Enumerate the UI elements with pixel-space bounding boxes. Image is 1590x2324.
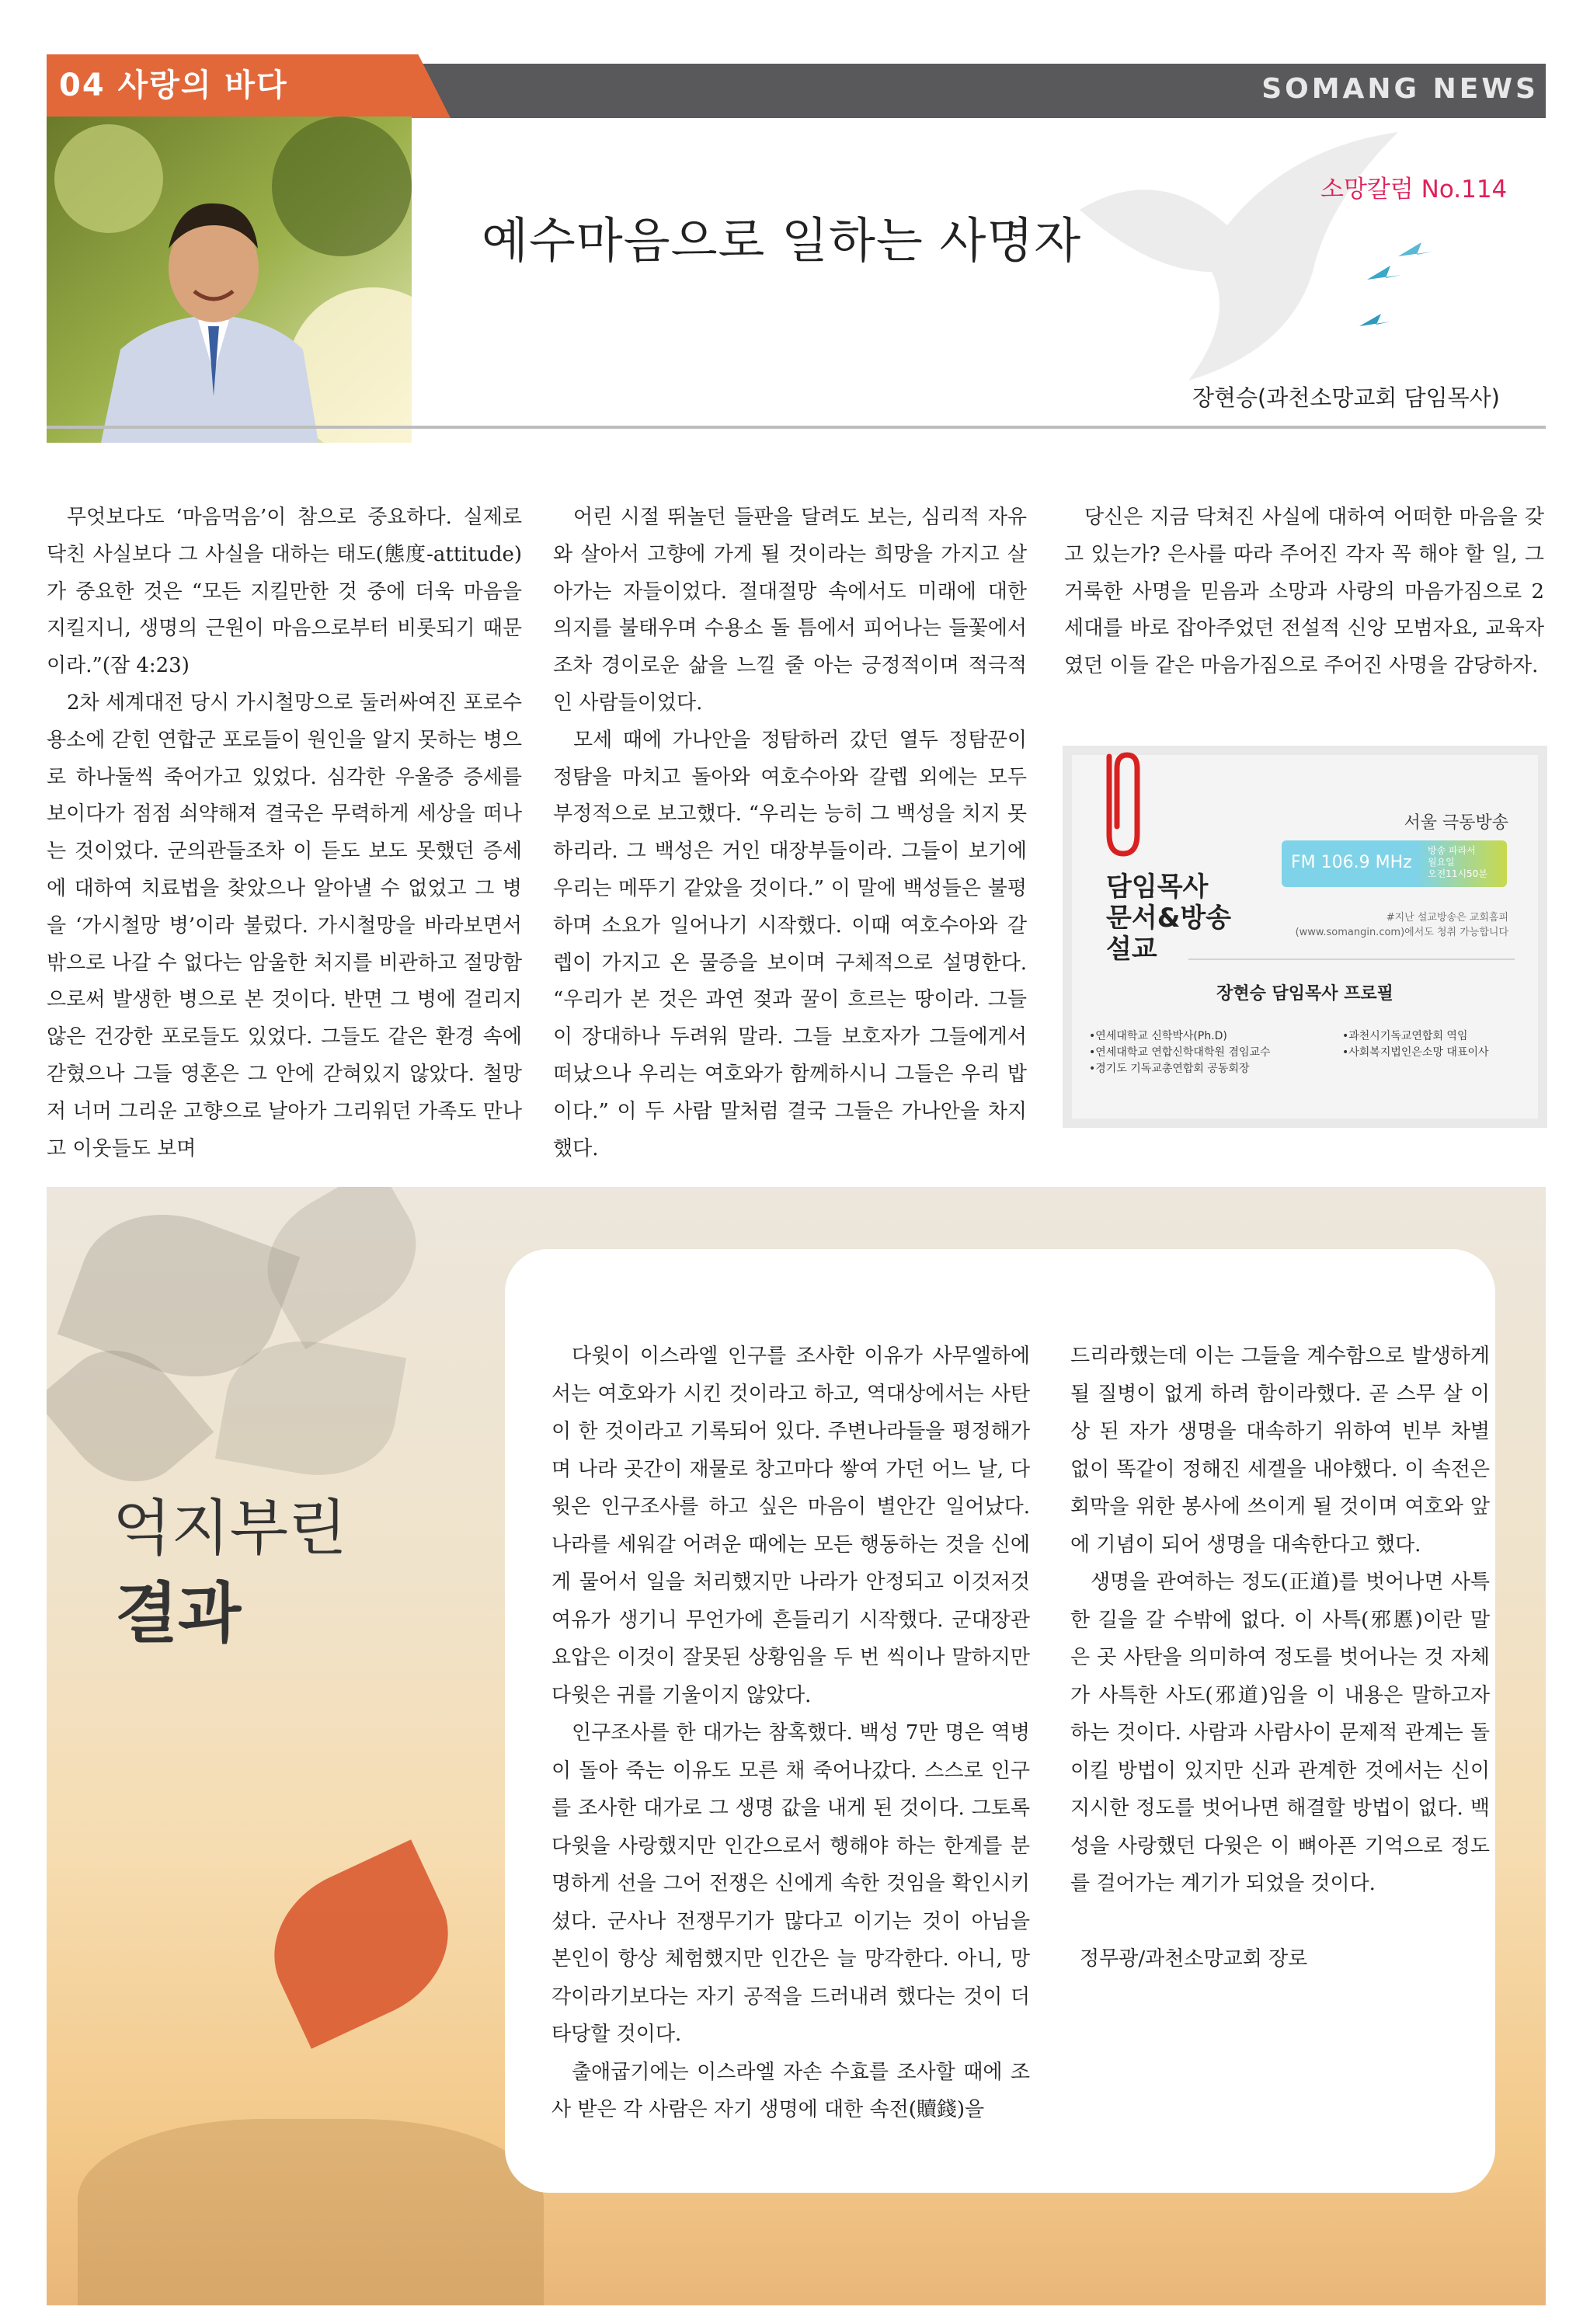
paragraph: 당신은 지금 닥쳐진 사실에 대하여 어떠한 마음을 갖고 있는가? 은사를 따라 주어진 각자 꼭 해야 할 일, 그 거룩한 사명을 믿음과 소망과 사랑의 마음가짐으로 2세대를 바로 잡아주었던 전설적 신앙 모범자요, 교육자였던 이들 같은 마음가짐으로 주어진 사명을 감당하자. — [1064, 506, 1544, 678]
profile-card — [1072, 755, 1538, 1119]
paragraph: 모세 때에 가나안을 정탐하러 갔던 열두 정탐꾼이 정탐을 마치고 돌아와 여호수아와 갈렙 외에는 모두 부정적으로 보고했다. “우리는 능히 그 백성을 치지 못하리라. 그 백성은 거인 대장부들이라. 그들이 보기에 우리는 메뚜기 같았을 것이다.” 이 말에 백성들은 불평하며 소요가 일어나기 시작했다. 이때 여호수아와 갈렙이 가지고 온 물증을 보이며 구체적으로 설명한다. “우리가 본 것은 과연 젖과 꿀이 흐르는 땅이라. 그들이 장대하나 두려워 말라. 그들 보호자가 그들에게서 떠났으나 우리는 여호와가 함께하시니 그들은 우리 밥이다.” 이 두 사람 말처럼 결국 그들은 가나안을 차지했다. — [553, 728, 1027, 1160]
column-text-1 — [47, 499, 522, 1167]
schedule: 방송 파라서 월요일 오전11시50분 — [1428, 845, 1487, 879]
section-label: 04 사랑의 바다 — [59, 68, 288, 103]
essay-title-line2: 결과 — [115, 1575, 242, 1651]
paperclip-icon — [1092, 741, 1146, 865]
paragraph: 인구조사를 한 대가는 참혹했다. 백성 7만 명은 역병이 돌아 죽는 이유도 모른 채 죽어나갔다. 스스로 인구를 조사한 대가로 그 생명 값을 내게 된 것이다. 그토록 다윗을 사랑했지만 인간으로서 행해야 하는 한계를 분명하게 선을 그어 전쟁은 신에게 속한 것임을 확인시키셨다. 군사나 전쟁무기가 많다고 이기는 것이 아님을 본인이 항상 체험했지만 인간은 늘 망각한다. 아니, 망각이라기보다는 자기 공적을 드러내려 했다는 것이 더 타당할 것이다. — [551, 1721, 1030, 2046]
paragraph: 출애굽기에는 이스라엘 자손 수효를 조사할 때에 조사 받은 각 사람은 자기 생명에 대한 속전(贖錢)을 — [551, 2060, 1030, 2121]
paragraph: 2차 세계대전 당시 가시철망으로 둘러싸여진 포로수용소에 갇힌 연합군 포로들이 원인을 알지 못하는 병으로 하나둘씩 죽어가고 있었다. 심각한 우울증 증세를 보이다가 점점 쇠약해져 결국은 무력하게 세상을 떠나는 것이었다. 군의관들조차 이 듣도 보도 못했던 증세에 대하여 치료법을 찾았으나 알아낼 수 없었고 그 병을 ‘가시철망 병’이라 불렀다. 가시철망을 바라보면서 밖으로 나갈 수 없다는 암울한 처지를 비관하고 절망함으로써 발생한 병으로 본 것이다. 반면 그 병에 걸리지 않은 건강한 포로들도 있었다. 그들도 같은 환경 속에 갇혔으나 그들 영혼은 그 안에 갇혀있지 않았다. 철망 저 너머 그리운 고향으로 날아가 그리워던 가족도 만나고 이웃들도 보며 — [47, 691, 522, 1160]
credentials-right: •과천시기독교연합회 역임 •사회복지법인은소망 대표이사 — [1342, 1030, 1489, 1059]
essay-title-line1: 억지부린 — [113, 1494, 347, 1564]
paragraph: 드리라했는데 이는 그들을 계수함으로 발생하게 될 질병이 없게 하려 함이라했다. 곧 스무 살 이상 된 자가 생명을 대속하기 위하여 빈부 차별 없이 똑같이 정해진 세겔을 내야했다. 이 속전은 회막을 위한 봉사에 쓰이게 될 것이며 여호와 앞에 기념이 되어 생명을 대속한다고 했다. — [1070, 1345, 1490, 1557]
bird-icon — [1033, 117, 1546, 412]
profile-heading: 장현승 담임목사 프로필 — [1216, 984, 1393, 1004]
paragraph: 어린 시절 뛰놀던 들판을 달려도 보는, 심리적 자유와 살아서 고향에 가게 될 것이라는 희망을 가지고 살아가는 자들이었다. 절대절망 속에서도 미래에 대한 의지를 불태우며 수용소 돌 틈에서 피어나는 들꽃에서조차 경이로운 삶을 느낄 줄 아는 긍정적이며 적극적인 사람들이었다. — [553, 506, 1027, 715]
fm-badge: FM 106.9 MHz 방송 파라서 월요일 오전11시50분 — [1282, 840, 1507, 887]
paragraph: 무엇보다도 ‘마음먹음’이 참으로 중요하다. 실제로 닥친 사실보다 그 사실을 대하는 태도(態度-attitude)가 중요한 것은 “모든 지킬만한 것 중에 더욱 마음을 지킬지니, 생명의 근원이 마음으로부터 비롯되기 때문이라.”(잠 4:23) — [47, 506, 522, 678]
card-note: #지난 설교방송은 교회홈피 (www.somangin.com)에서도 청취 가능합니다 — [1295, 912, 1508, 938]
pastor-photo — [47, 117, 412, 443]
station-name: 서울 극동방송 — [1404, 813, 1508, 833]
paragraph: 다윗이 이스라엘 인구를 조사한 이유가 사무엘하에서는 여호와가 시킨 것이라고 하고, 역대상에서는 사탄이 한 것이라고 기록되어 있다. 주변나라들을 평정해가며 나라 곳간이 재물로 창고마다 쌓여 가던 어느 날, 다윗은 인구조사를 하고 싶은 마음이 별안간 일어났다. 나라를 세워갈 어려운 때에는 모든 행동하는 것을 신에게 물어서 일을 처리했지만 나라가 안정되고 이것저것 여유가 생기니 무언가에 흔들리기 시작했다. 군대장관 요압은 이것이 잘못된 상황임을 두 번 씩이나 말하지만 다윗은 귀를 기울이지 않았다. — [551, 1345, 1030, 1707]
brand-name: SOMANG NEWS — [1261, 73, 1539, 105]
column-text-2 — [553, 499, 1027, 1167]
byline: 장현승(과천소망교회 담임목사) — [1192, 384, 1500, 411]
column-text-3 — [1064, 499, 1544, 685]
paragraph: 생명을 관여하는 정도(正道)를 벗어나면 사특한 길을 갈 수밖에 없다. 이 사특(邪慝)이란 말은 곳 사탄을 의미하여 정도를 벗어나는 것 자체가 사특한 사도(邪道)임을 이 내용은 말하고자 하는 것이다. 사람과 사람사이 문제적 관계는 돌이킬 방법이 있지만 신과 관계한 것에서는 신이 지시한 정도를 벗어나면 해결할 방법이 없다. 백성을 사랑했던 다윗은 이 뼈아픈 기억으로 정도를 걸어가는 계기가 되었을 것이다. — [1070, 1571, 1490, 1895]
card-title: 담임목사 문서&방송 설교 — [1106, 872, 1232, 965]
essay-author: 정무광/과천소망교회 장로 — [1080, 1947, 1308, 1971]
essay-text-1 — [551, 1338, 1030, 2129]
divider — [47, 426, 1546, 429]
page-title: 예수마음으로 일하는 사명자 — [482, 212, 1082, 269]
essay-text-2 — [1070, 1338, 1490, 1978]
credentials-left: •연세대학교 신학박사(Ph.D) •연세대학교 연합신학대학원 겸임교수 •경기도 기독교총연합회 공동회장 — [1089, 1030, 1271, 1075]
card-divider — [1188, 958, 1515, 960]
column-number: 소망칼럼 No.114 — [1320, 176, 1508, 204]
